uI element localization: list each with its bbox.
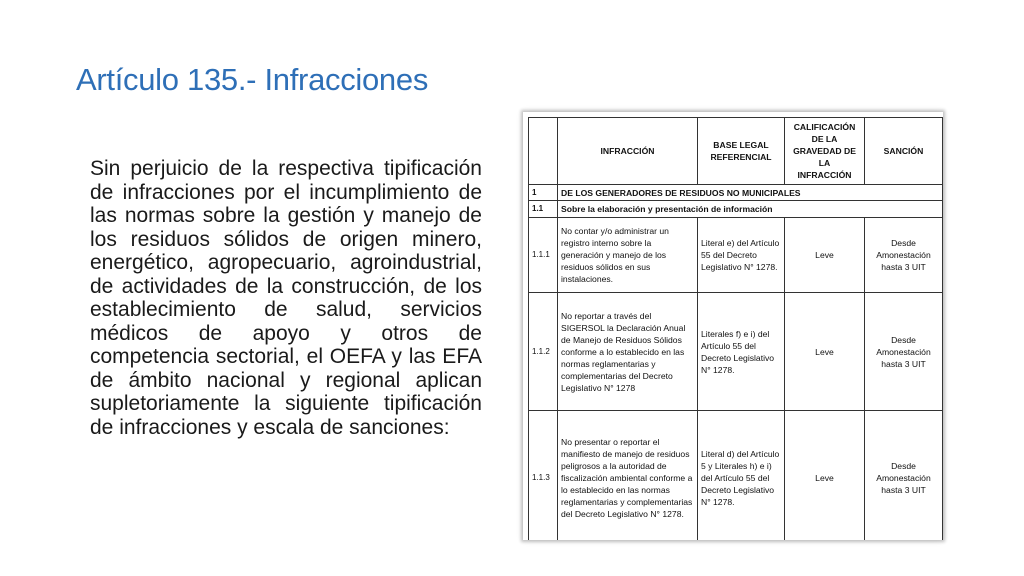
row-calificacion: Leve	[785, 411, 865, 541]
row-infraccion: No reportar a través del SIGERSOL la Declaración Anual de Manejo de Residuos Sólidos conforme a lo establecido en las normas reglamentarias y complementarias del Decreto Legislativo N° 1278	[558, 293, 698, 411]
header-sancion: SANCIÓN	[865, 118, 943, 185]
header-num	[529, 118, 558, 185]
row-infraccion: No presentar o reportar el manifiesto de manejo de residuos peligrosos a la autoridad de fiscalización ambiental conforme a lo establecido en las normas reglamentarias y complementarias del Decreto Legislativo N° 1278.	[558, 411, 698, 541]
table-row	[529, 218, 943, 293]
row-base-legal: Literal e) del Artículo 55 del Decreto Legislativo N° 1278.	[698, 218, 785, 293]
row-base-legal: Literales f) e i) del Artículo 55 del Decreto Legislativo N° 1278.	[698, 293, 785, 411]
row-sancion: Desde Amonestación hasta 3 UIT	[865, 293, 943, 411]
section-row	[529, 185, 943, 201]
row-infraccion: No contar y/o administrar un registro interno sobre la generación y manejo de los residuos sólidos en sus instalaciones.	[558, 218, 698, 293]
row-calificacion: Leve	[785, 218, 865, 293]
table-row	[529, 411, 943, 541]
row-sancion: Desde Amonestación hasta 3 UIT	[865, 218, 943, 293]
row-num: 1.1.2	[529, 293, 558, 411]
header-infraccion: INFRACCIÓN	[558, 118, 698, 185]
row-base-legal: Literal d) del Artículo 5 y Literales h) e i) del Artículo 55 del Decreto Legislativo N° 1278.	[698, 411, 785, 541]
slide-title: Artículo 135.- Infracciones	[76, 62, 429, 97]
header-calificacion: CALIFICACIÓN DE LA GRAVEDAD DE LA INFRACCIÓN	[785, 118, 865, 185]
row-num: 1.1.1	[529, 218, 558, 293]
row-calificacion: Leve	[785, 293, 865, 411]
row-sancion: Desde Amonestación hasta 3 UIT	[865, 411, 943, 541]
header-base-legal: BASE LEGAL REFERENCIAL	[698, 118, 785, 185]
infractions-table	[528, 117, 943, 540]
section-num: 1	[529, 185, 558, 201]
section-label: DE LOS GENERADORES DE RESIDUOS NO MUNICIPALES	[558, 185, 943, 201]
subsection-row	[529, 201, 943, 218]
subsection-num: 1.1	[529, 201, 558, 218]
slide-body-text: Sin perjuicio de la respectiva tipificación de infracciones por el incumplimiento de las normas sobre la gestión y manejo de los residuos sólidos de origen minero, energético, agropecuario, agroindustrial, de actividades de la construcción, de los establecimiento de salud, servicios médicos de apoyo y otros de competencia sectorial, el OEFA y las EFA de ámbito nacional y regional aplican supletoriamente la siguiente tipificación de infracciones y escala de sanciones:	[90, 157, 482, 439]
infractions-table-image	[523, 112, 943, 540]
row-num: 1.1.3	[529, 411, 558, 541]
table-header-row	[529, 118, 943, 185]
subsection-label: Sobre la elaboración y presentación de información	[558, 201, 943, 218]
table-row	[529, 293, 943, 411]
